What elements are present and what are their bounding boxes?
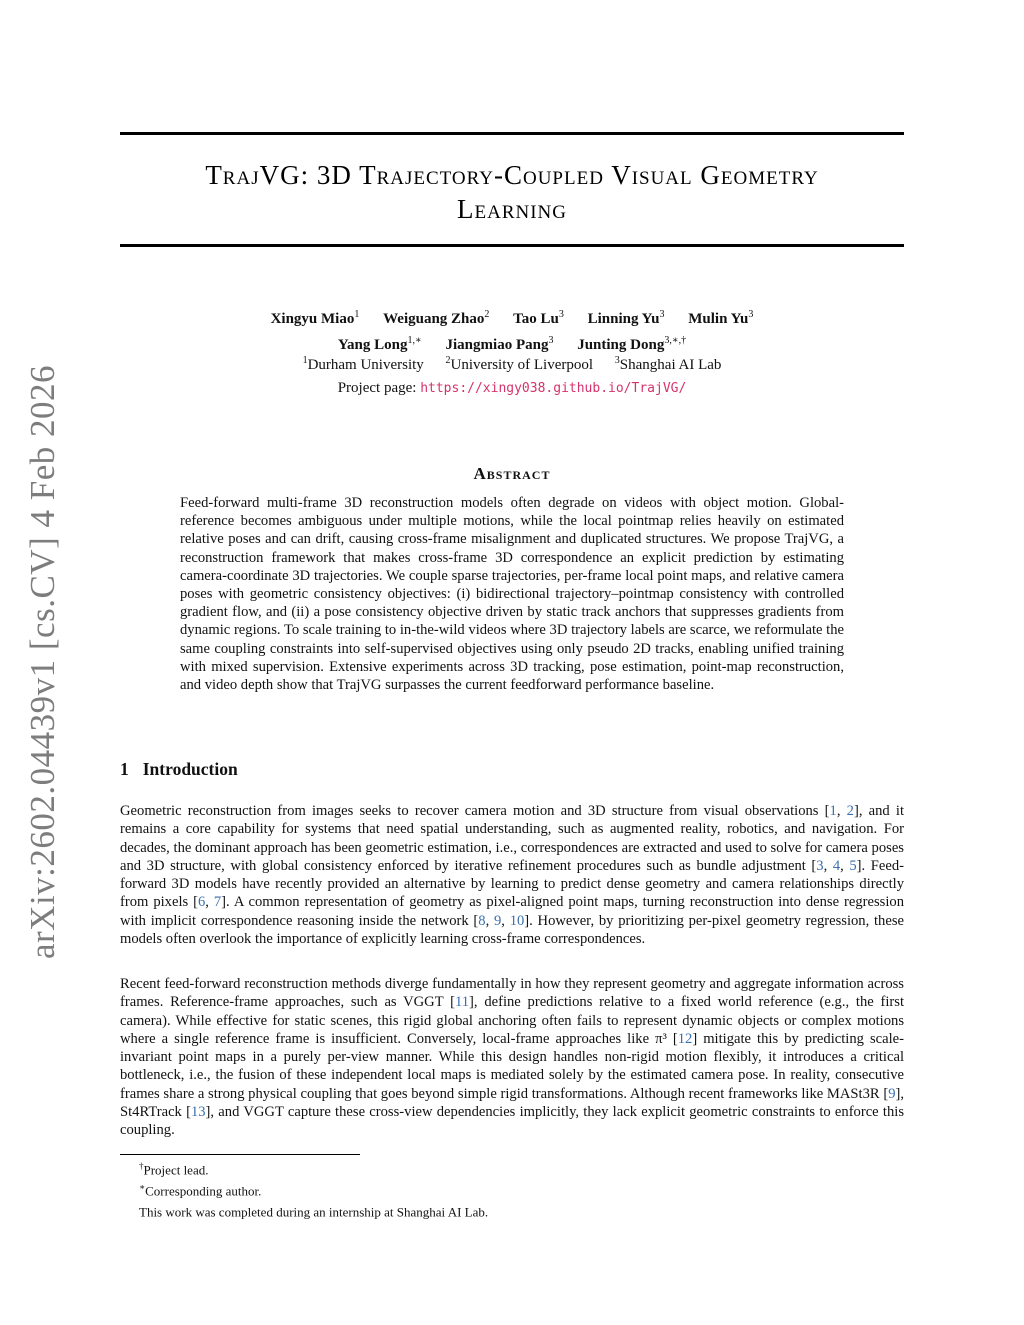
citation-link[interactable]: 3 bbox=[816, 857, 824, 874]
citation-link[interactable]: 8 bbox=[478, 912, 486, 929]
paragraph-text-segment: ]. Feed-forward 3D models have recently provided an alternative by learning to predict dense geometry and camera relationships directly from pixels [ bbox=[120, 857, 905, 911]
author-name: Xingyu Miao bbox=[270, 311, 355, 327]
arxiv-identifier bbox=[18, 364, 68, 960]
title-rule-bottom bbox=[120, 244, 904, 247]
author-list bbox=[120, 304, 904, 356]
author bbox=[271, 311, 360, 327]
paragraph-text-segment: , bbox=[840, 857, 850, 874]
author bbox=[688, 311, 753, 327]
author-affil-mark: 2 bbox=[484, 309, 490, 320]
section-heading-introduction bbox=[120, 759, 238, 780]
paragraph-text-segment: ] mitigate this by predicting scale-invariant point maps in a purely per-view manner. While this design handles non-rigid motion flexibly, it introduces a critical bottleneck, i.e., the fusion of these independent local maps is mediated solely by the estimated camera pose. In reality, consecutive frames share a strong physical coupling that goes beyond simple rigid transformations. Although recent frameworks like MASt3R [ bbox=[120, 1030, 904, 1102]
paragraph-text-segment: , bbox=[205, 894, 214, 911]
citation-link[interactable]: 12 bbox=[677, 1030, 693, 1047]
citation-link[interactable]: 10 bbox=[509, 912, 525, 929]
footnote bbox=[139, 1158, 839, 1179]
abstract-heading: Abstract bbox=[473, 464, 551, 483]
author-name: Junting Dong bbox=[577, 337, 665, 353]
author-name: Jiangmiao Pang bbox=[445, 337, 549, 353]
paragraph-text-segment: ], and it remains a core capability for systems that need spatial understanding, such as augmented reality, robotics, and navigation. For decades, the dominant approach has been geometric estimation, i.e., correspondences are extracted and used to solve for camera poses and 3D structure, with global consistency enforced by iterative refinement procedures such as bundle adjustment [ bbox=[120, 803, 905, 874]
author-affil-mark: 3 bbox=[548, 335, 554, 346]
author-name: Tao Lu bbox=[513, 311, 559, 327]
citation-link[interactable]: 2 bbox=[846, 803, 854, 819]
citation-link[interactable]: 6 bbox=[197, 894, 206, 911]
author-name: Yang Long bbox=[337, 337, 408, 353]
affiliation-mark: 3 bbox=[614, 355, 620, 366]
citation-link[interactable]: 11 bbox=[454, 994, 470, 1011]
intro-paragraph-1 bbox=[120, 802, 904, 948]
citation-link[interactable]: 13 bbox=[190, 1104, 206, 1121]
affiliation-mark: 1 bbox=[302, 355, 308, 366]
affiliation bbox=[615, 357, 722, 373]
author-affil-mark: 3,∗,† bbox=[664, 335, 687, 346]
affiliation-name: Durham University bbox=[307, 357, 424, 373]
author-name: Mulin Yu bbox=[688, 311, 749, 327]
citation-link[interactable]: 4 bbox=[832, 857, 841, 874]
footnote-mark: † bbox=[139, 1161, 144, 1171]
affiliation-name: Shanghai AI Lab bbox=[619, 357, 722, 373]
project-page-line bbox=[120, 378, 904, 399]
author bbox=[383, 311, 489, 327]
paragraph-text-segment: ]. A common representation of geometry as pixel-aligned point maps, turning reconstruction into dense regression with implicit correspondence reasoning inside the network [ bbox=[120, 894, 904, 929]
paragraph-text-segment: Geometric reconstruction from images seeks to recover camera motion and 3D structure from visual observations [ bbox=[120, 803, 830, 819]
section-title: Introduction bbox=[142, 759, 238, 779]
paragraph-text-segment: , bbox=[501, 912, 510, 929]
author-affil-mark: 3 bbox=[659, 309, 665, 320]
citation-link[interactable]: 9 bbox=[888, 1085, 896, 1102]
author-affil-mark: 1 bbox=[354, 309, 360, 320]
affiliation-name: University of Liverpool bbox=[450, 357, 594, 373]
affiliation-mark: 2 bbox=[445, 355, 451, 366]
title-rule-top bbox=[120, 132, 904, 135]
intro-paragraph-2 bbox=[120, 975, 904, 1140]
author bbox=[588, 311, 665, 327]
arxiv-identifier-text: arXiv:2602.04439v1 [cs.CV] 4 Feb 2026 bbox=[23, 364, 63, 960]
paragraph-text-segment: Recent feed-forward reconstruction methods diverge fundamentally in how they represent geometry and aggregate information across frames. Reference-frame approaches, such as VGGT [ bbox=[120, 976, 904, 1011]
citation-link[interactable]: 5 bbox=[849, 857, 857, 874]
paragraph-text-segment: , bbox=[836, 803, 847, 819]
paper-title-line-2: Learning bbox=[457, 194, 567, 224]
citation-link[interactable]: 1 bbox=[829, 803, 837, 819]
footnote bbox=[139, 1200, 839, 1221]
author bbox=[513, 311, 564, 327]
affiliation bbox=[303, 357, 424, 373]
abstract-text: Feed-forward multi-frame 3D reconstruction models often degrade on videos with object motion. Global-reference becomes ambiguous under multiple motions, while the local pointmap relies heavily on estimated relative poses and can drift, causing cross-frame misalignment and duplicated structures. We propose TrajVG, a reconstruction framework that makes cross-frame 3D correspondence an explicit prediction by estimating camera-coordinate 3D trajectories. We couple sparse trajectories, per-frame local point maps, and relative camera poses with geometric consistency objectives: (i) bidirectional trajectory–pointmap consistency with controlled gradient flow, and (ii) a pose consistency objective driven by static track anchors that suppresses gradients from dynamic regions. To scale training to in-the-wild videos where 3D trajectory labels are scarce, we reformulate the same coupling constraints into self-supervised objectives using only pseudo 2D tracks, enabling unified training with mixed supervision. Extensive experiments across 3D tracking, pose estimation, point-map reconstruction, and video depth show that TrajVG surpasses the current feedforward performance baseline. bbox=[180, 495, 844, 694]
footnote-rule bbox=[120, 1154, 360, 1155]
paper-title bbox=[120, 158, 904, 226]
footnote-text: Project lead. bbox=[143, 1162, 209, 1178]
citation-link[interactable]: 7 bbox=[213, 894, 222, 911]
footnote-text: This work was completed during an internship at Shanghai AI Lab. bbox=[139, 1203, 489, 1219]
section-number: 1 bbox=[120, 759, 129, 779]
project-page-link[interactable]: https://xingy038.github.io/TrajVG/ bbox=[420, 381, 687, 396]
author-affil-mark: 3 bbox=[558, 309, 564, 320]
footnote bbox=[139, 1179, 839, 1200]
paragraph-text-segment: , bbox=[823, 857, 833, 874]
paragraph-text-segment: ], and VGGT capture these cross-view dependencies implicitly, they lack explicit geometric constraints to enforce this coupling. bbox=[120, 1104, 904, 1139]
author-affil-mark: 1,∗ bbox=[407, 335, 422, 346]
project-page-label: Project page: bbox=[337, 380, 421, 396]
paragraph-text-segment: ], define predictions relative to a fixed world reference (e.g., the first camera). While effective for static scenes, this rigid global anchoring often fails to represent dynamic objects or complex motions where a single reference frame is insufficient. Conversely, local-frame approaches like π³ [ bbox=[120, 994, 904, 1047]
footnote-mark: ∗ bbox=[139, 1181, 146, 1192]
citation-link[interactable]: 9 bbox=[494, 912, 502, 929]
paragraph-text-segment: ]. However, by prioritizing per-pixel geometry regression, these models often overlook the importance of explicitly learning cross-frame correspondences. bbox=[120, 912, 904, 948]
footnotes bbox=[139, 1158, 839, 1220]
author-row-1 bbox=[120, 304, 904, 330]
paragraph-text-segment: ], St4RTrack [ bbox=[120, 1085, 904, 1121]
footnote-text: Corresponding author. bbox=[145, 1183, 262, 1199]
paper-title-line-1: TrajVG: 3D Trajectory-Coupled Visual Geometry bbox=[205, 160, 819, 190]
paragraph-text-segment: , bbox=[485, 912, 494, 929]
author-name: Weiguang Zhao bbox=[383, 311, 485, 327]
affiliation-list bbox=[120, 351, 904, 375]
author-affil-mark: 3 bbox=[748, 309, 754, 320]
affiliation bbox=[446, 357, 593, 373]
author-name: Linning Yu bbox=[587, 311, 660, 327]
